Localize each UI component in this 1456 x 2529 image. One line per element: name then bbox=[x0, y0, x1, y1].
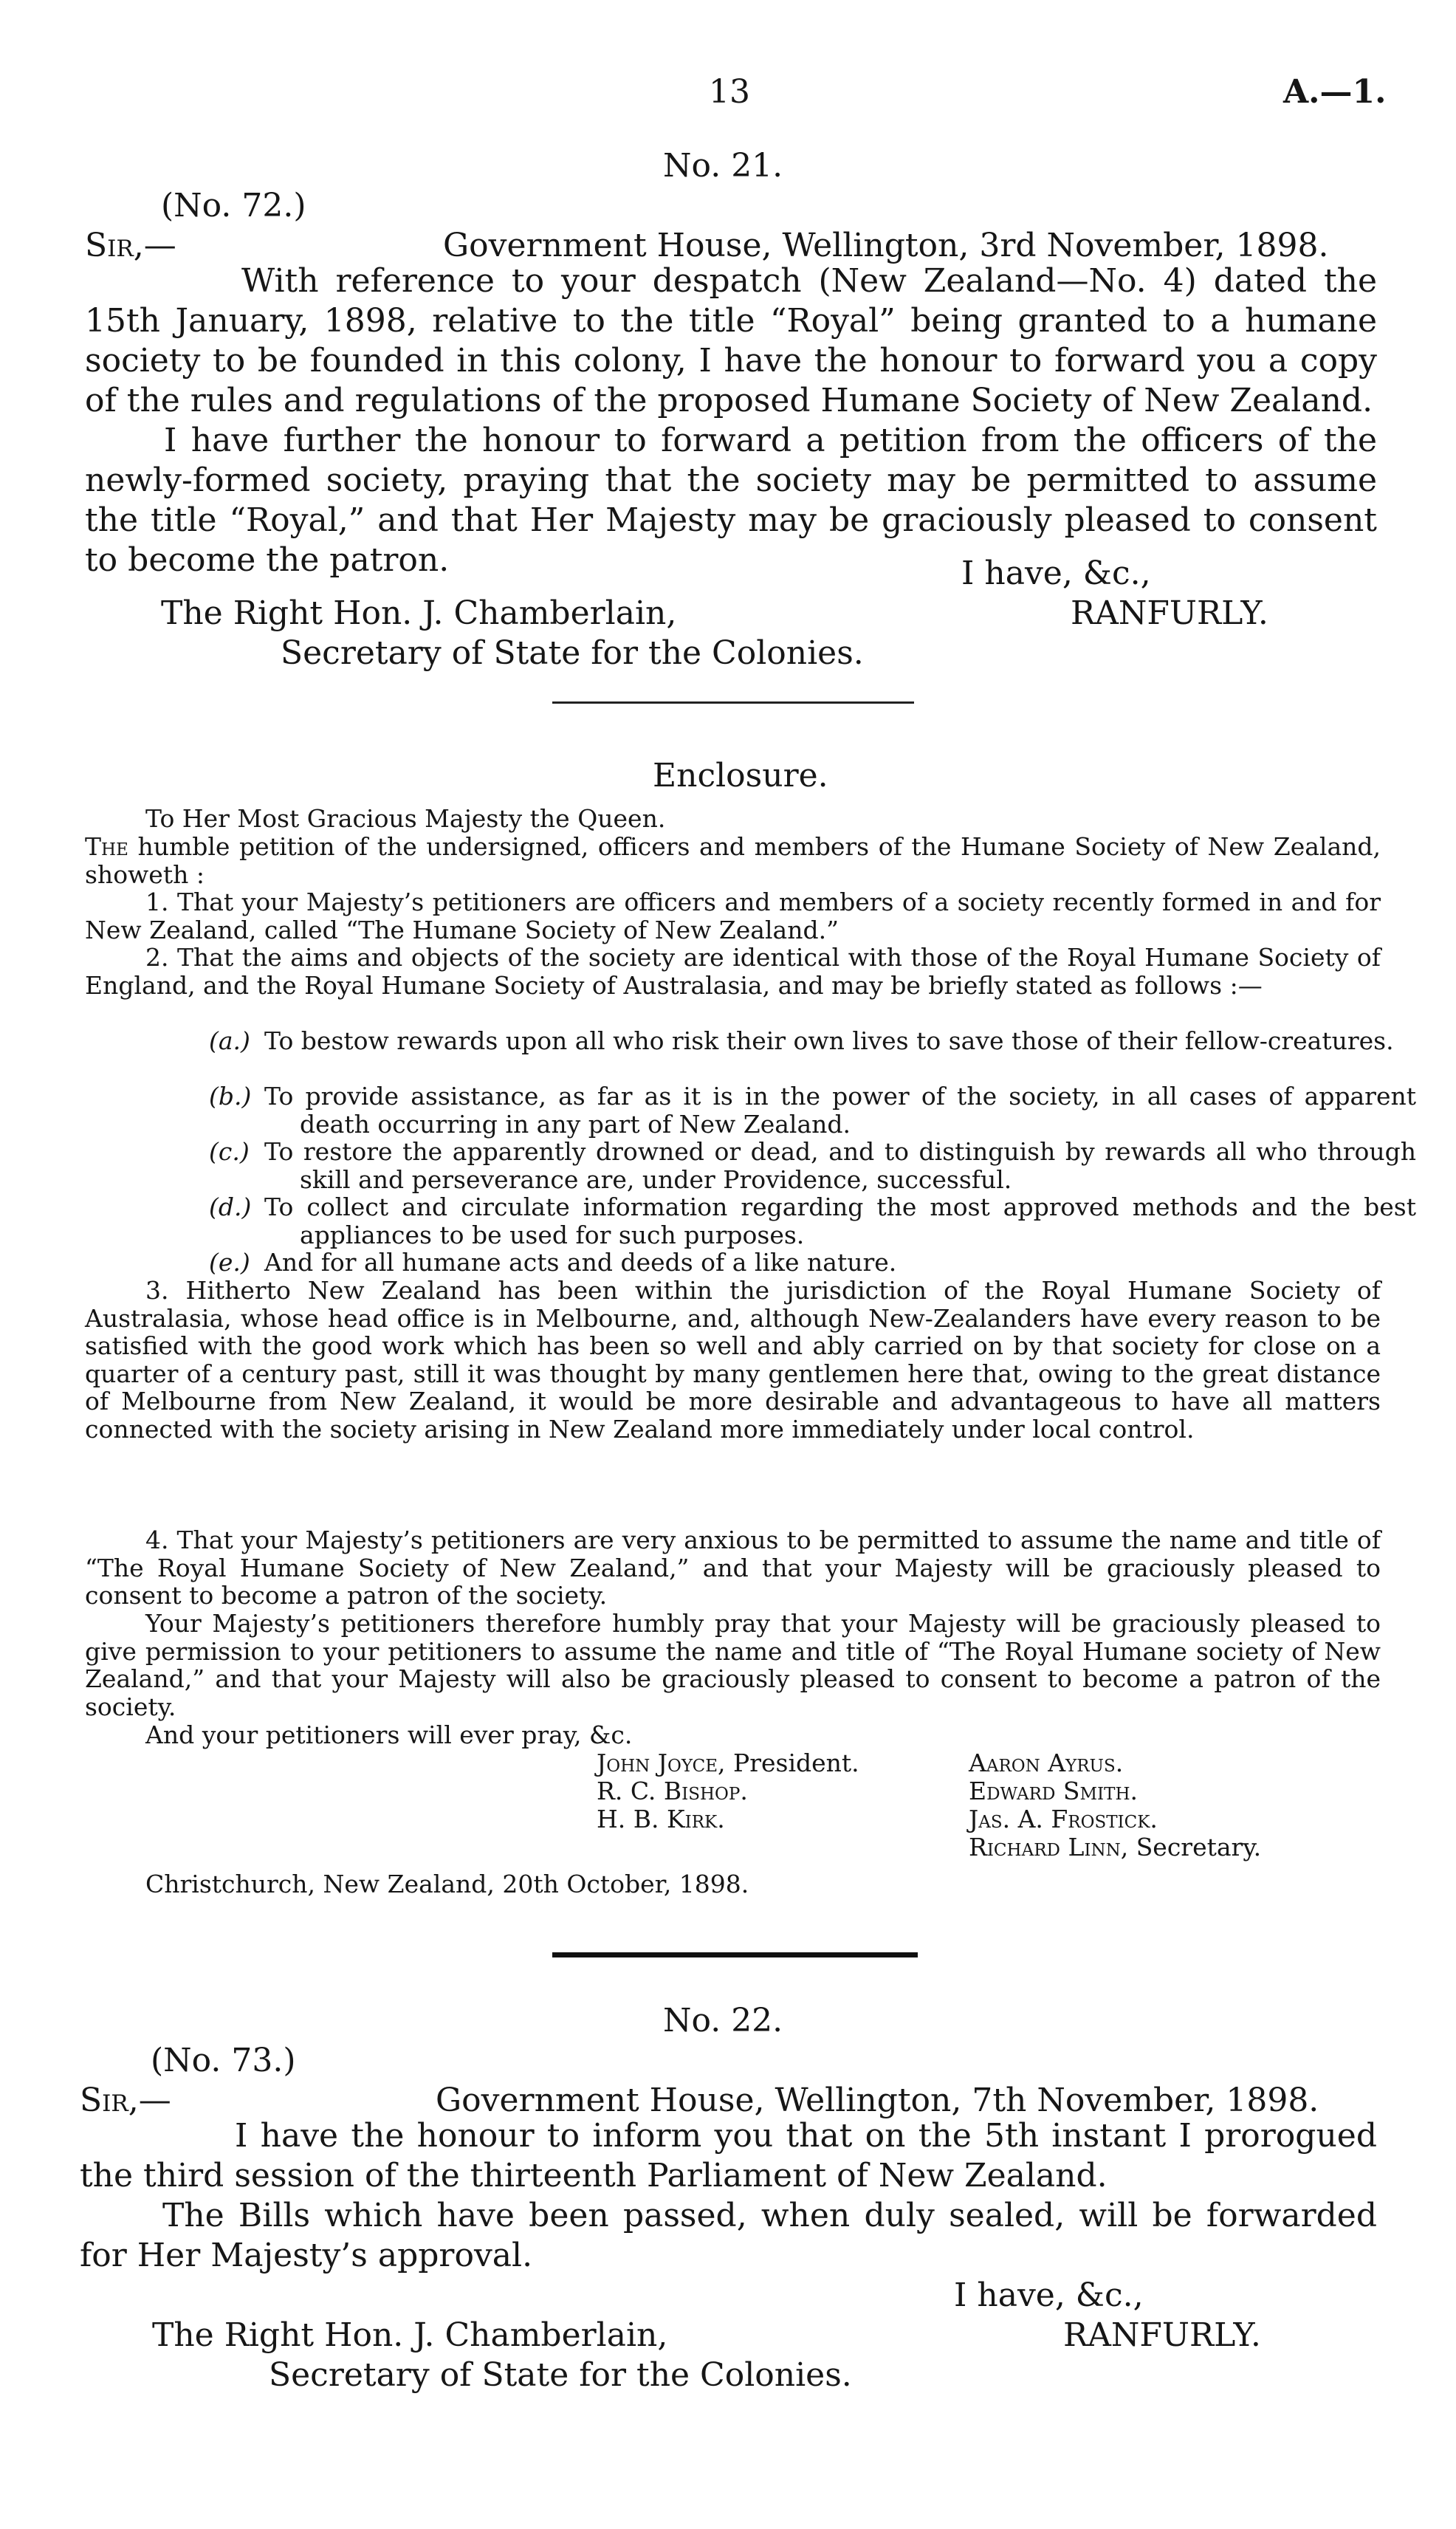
petition-point: 4. That your Majesty’s petitioners are very anxious to be permitted to assume the name and title of “The Royal Humane Society of New Zealand,” and that your Majesty will be graciously pleased to consent to become a patron of the society. bbox=[85, 1526, 1381, 1610]
addressee-title: Secretary of State for the Colonies. bbox=[269, 2356, 852, 2394]
signature: RANFURLY. bbox=[1063, 2316, 1261, 2354]
petition-intro bbox=[85, 833, 1381, 888]
aim-text: To restore the apparently drowned or dead, and to distinguish by rewards all who through skill and perseverance are, under Providence, successful. bbox=[264, 1137, 1416, 1194]
signatory-role: Secretary. bbox=[1136, 1833, 1262, 1861]
signatory-name: Aaron Ayrus. bbox=[969, 1749, 1124, 1777]
petition-prayer: Your Majesty’s petitioners therefore humbly pray that your Majesty will be graciously pleased to give permission to your petitioners to assume the name and title of “The Royal Humane society of New Zealand,” and that your Majesty will also be graciously pleased to consent to become a patron of the society. bbox=[85, 1609, 1381, 1721]
petition-intro-text: humble petition of the undersigned, officers and members of the Humane Society of New Zealand, showeth : bbox=[85, 832, 1381, 889]
page-number: 13 bbox=[709, 73, 750, 111]
salutation: Sir,— bbox=[80, 2082, 171, 2119]
petition-point: 1. That your Majesty’s petitioners are officers and members of a society recently formed in and for New Zealand, called “The Humane Society of New Zealand.” bbox=[85, 888, 1381, 944]
petition-point: 2. That the aims and objects of the society are identical with those of the Royal Humane Society of England, and the Royal Humane Society of Australasia, and may be briefly stated as follows :— bbox=[85, 943, 1381, 1000]
aim-text: And for all humane acts and deeds of a like nature. bbox=[264, 1248, 897, 1277]
letter-paragraph: The Bills which have been passed, when duly sealed, will be forwarded for Her Majesty’s approval. bbox=[80, 2197, 1377, 2274]
letter-paragraph: With reference to your despatch (New Zealand—No. 4) dated the 15th January, 1898, relative to the title “Royal” being granted to a humane society to be founded in this colony, I have the honour to forward you a copy of the rules and regulations of the proposed Humane Society of New Zealand. bbox=[85, 262, 1377, 419]
aim-label: (e.) bbox=[209, 1248, 250, 1277]
aim-text: To bestow rewards upon all who risk their own lives to save those of their fellow-creatures. bbox=[264, 1026, 1394, 1055]
petition-intro-lead: The bbox=[85, 832, 128, 861]
signatory-name: Richard Linn bbox=[969, 1833, 1121, 1861]
signatory-name: Edward Smith. bbox=[969, 1777, 1139, 1805]
document-reference: A.—1. bbox=[1283, 73, 1387, 111]
signatory-name: H. B. Kirk. bbox=[597, 1805, 725, 1833]
petition-point: 3. Hitherto New Zealand has been within the jurisdiction of the Royal Humane Society of Australasia, whose head office is in Melbourne, and, although New-Zealanders have every reason to be satisfied with the good work which has been so well and ably carried on by that society for close on a quarter of a century past, still it was thought by many gentlemen here that, owing to the great distance of Melbourne from New Zealand, it would be more desirable and advantageous to have all matters connected with the society arising in New Zealand more immediately under local control. bbox=[85, 1276, 1381, 1444]
aim-label: (a.) bbox=[209, 1026, 250, 1055]
addressee-title: Secretary of State for the Colonies. bbox=[281, 634, 864, 672]
closing: I have, &c., bbox=[954, 2276, 1144, 2314]
signatory-name: John Joyce bbox=[597, 1749, 718, 1777]
letter-heading: No. 22. bbox=[663, 2002, 783, 2039]
addressee-name: The Right Hon. J. Chamberlain, bbox=[152, 2316, 668, 2354]
closing: I have, &c., bbox=[961, 555, 1151, 592]
enclosure-address: To Her Most Gracious Majesty the Queen. bbox=[145, 804, 666, 833]
letter-paragraph: I have the honour to inform you that on the 5th instant I prorogued the third session of the thirteenth Parliament of New Zealand. bbox=[80, 2117, 1377, 2195]
salutation: Sir,— bbox=[85, 227, 176, 264]
aim-label: (b.) bbox=[209, 1082, 252, 1111]
aim-label: (c.) bbox=[209, 1137, 250, 1166]
enclosure-place-date: Christchurch, New Zealand, 20th October, 1898. bbox=[145, 1870, 749, 1898]
enclosure-heading: Enclosure. bbox=[653, 757, 828, 795]
place-date: Government House, Wellington, 7th November, 1898. bbox=[436, 2082, 1319, 2119]
aim-text: To provide assistance, as far as it is in the power of the society, in all cases of apparent death occurring in any part of New Zealand. bbox=[264, 1082, 1416, 1139]
aim-text: To collect and circulate information regarding the most approved methods and the best appliances to be used for such purposes. bbox=[264, 1193, 1416, 1249]
petition-closing: And your petitioners will ever pray, &c. bbox=[145, 1720, 633, 1749]
letter-heading: No. 21. bbox=[663, 147, 783, 185]
addressee-name: The Right Hon. J. Chamberlain, bbox=[161, 594, 677, 632]
signatory-role: President. bbox=[733, 1749, 859, 1777]
signatory: Richard Linn, Secretary. bbox=[969, 1833, 1262, 1861]
signature: RANFURLY. bbox=[1071, 594, 1268, 632]
signatory-name: Jas. A. Frostick. bbox=[969, 1805, 1158, 1833]
signatory: John Joyce, President. bbox=[597, 1749, 859, 1777]
aim-label: (d.) bbox=[209, 1193, 252, 1221]
signatory-name: R. C. Bishop. bbox=[597, 1777, 748, 1805]
place-date: Government House, Wellington, 3rd November, 1898. bbox=[443, 227, 1329, 264]
despatch-reference: (No. 73.) bbox=[151, 2042, 296, 2079]
section-divider bbox=[552, 1952, 918, 1957]
letter-paragraph: I have further the honour to forward a petition from the officers of the newly-formed society, praying that the society may be permitted to assume the title “Royal,” and that Her Majesty may be graciously pleased to consent to become the patron. bbox=[85, 422, 1377, 579]
section-divider bbox=[552, 701, 914, 704]
despatch-reference: (No. 72.) bbox=[161, 187, 306, 224]
